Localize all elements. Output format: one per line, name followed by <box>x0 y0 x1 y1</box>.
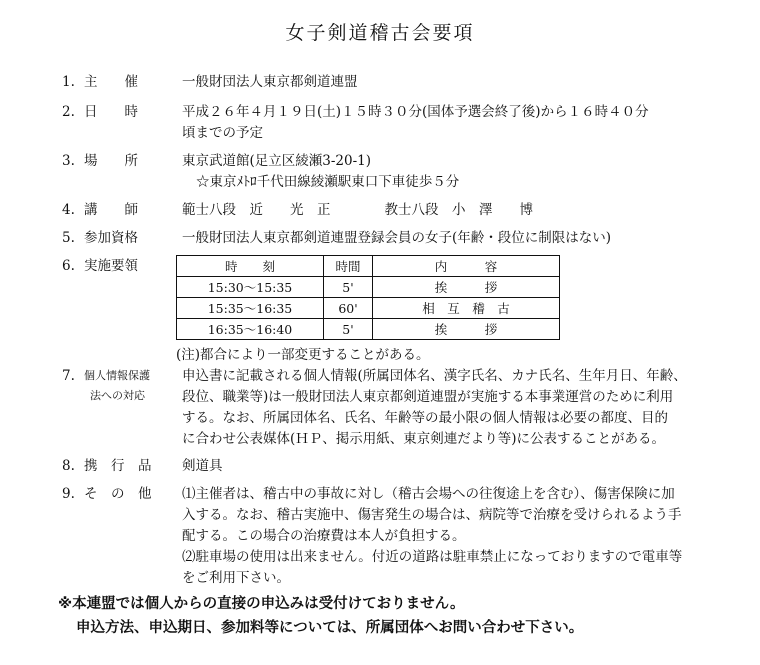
item-number: 4. <box>62 202 75 218</box>
item-label: 日 時 <box>84 104 138 120</box>
table-cell: 相 互 稽 古 <box>373 298 560 319</box>
item-text: 申込書に記載される個人情報(所属団体名、漢字氏名、カナ氏名、生年月日、年齢、 <box>182 368 687 384</box>
item-text: に合わせ公表媒体(ＨＰ、掲示用紙、東京剣連だより等)に公表することがある。 <box>182 431 666 447</box>
item-text: ⑴主催者は、稽古中の事故に対し（稽古会場への往復途上を含む）、傷害保険に加 <box>182 486 675 502</box>
item-label: 実施要領 <box>84 258 138 274</box>
table-header-row <box>177 256 560 277</box>
table-cell: 16:35～16:40 <box>177 319 324 340</box>
item-label-line: 個人情報保護 <box>84 369 150 382</box>
table-cell: 5' <box>324 277 373 298</box>
item-text: 段位、職業等)は一般財団法人東京都剣道連盟が実施する本事業運営のために利用 <box>182 389 674 405</box>
table-row <box>177 298 560 319</box>
table-cell: 挨 拶 <box>373 277 560 298</box>
item-number: 7. <box>62 368 75 384</box>
item-number: 6. <box>62 258 75 274</box>
item-text: をご利用下さい。 <box>182 570 290 586</box>
footer-notice <box>58 592 742 640</box>
item-number: 3. <box>62 153 75 169</box>
item-text: ☆東京ﾒﾄﾛ千代田線綾瀬駅東口下車徒歩５分 <box>196 174 460 190</box>
item-label: 場 所 <box>84 153 138 169</box>
item-text: 入する。なお、稽古実施中、傷害発生の場合は、病院等で治療を受けられるよう手 <box>182 507 682 523</box>
table-cell: 60' <box>324 298 373 319</box>
item-text: する。なお、所属団体名、氏名、年齢等の最小限の個人情報は必要の都度、目的 <box>182 410 668 426</box>
table-row <box>177 319 560 340</box>
item-number: 8. <box>62 458 75 474</box>
item-text: 範士八段 近 光 正 教士八段 小 澤 博 <box>182 202 533 218</box>
footer-line: 申込方法、申込期日、参加料等については、所属団体へお問い合わせ下さい。 <box>76 620 584 636</box>
item-text: ⑵駐車場の使用は出来ません。付近の道路は駐車禁止になっておりますので電車等 <box>182 549 683 565</box>
item-label-line: 法への対応 <box>90 389 145 402</box>
item-number: 5. <box>62 230 75 246</box>
table-cell: 5' <box>324 319 373 340</box>
document-title: 女子剣道稽古会要項 <box>285 22 475 44</box>
item-number: 9. <box>62 486 75 502</box>
table-cell: 15:35～16:35 <box>177 298 324 319</box>
item-text: 東京武道館(足立区綾瀬3-20-1) <box>182 153 372 169</box>
item-label: 主 催 <box>84 74 138 90</box>
item-label: そ の 他 <box>84 486 152 502</box>
column-header: 時間 <box>324 256 373 277</box>
table-row <box>177 277 560 298</box>
schedule-table <box>176 255 560 340</box>
item-number: 2. <box>62 104 75 120</box>
column-header: 時 刻 <box>177 256 324 277</box>
item-text: 一般財団法人東京都剣道連盟 <box>182 74 358 90</box>
item-label: 参加資格 <box>84 230 138 246</box>
item-label: 携 行 品 <box>84 458 152 474</box>
item-text: 剣道具 <box>182 458 223 474</box>
table-cell: 15:30～15:35 <box>177 277 324 298</box>
item-text: 平成２６年４月１９日(土)１５時３０分(国体予選会終了後)から１６時４０分 <box>182 104 649 120</box>
table-cell: 挨 拶 <box>373 319 560 340</box>
item-text: 配する。この場合の治療費は本人が負担する。 <box>182 528 466 544</box>
column-header: 内 容 <box>373 256 560 277</box>
item-text: 頃までの予定 <box>182 125 263 141</box>
schedule-note: (注)都合により一部変更することがある。 <box>176 347 430 363</box>
item-number: 1. <box>62 74 75 90</box>
footer-line: ※本連盟では個人からの直接の申込みは受付けておりません。 <box>58 596 465 612</box>
item-text: 一般財団法人東京都剣道連盟登録会員の女子(年齢・段位に制限はない) <box>182 230 612 246</box>
item-label <box>84 366 180 406</box>
item-label: 講 師 <box>84 202 138 218</box>
